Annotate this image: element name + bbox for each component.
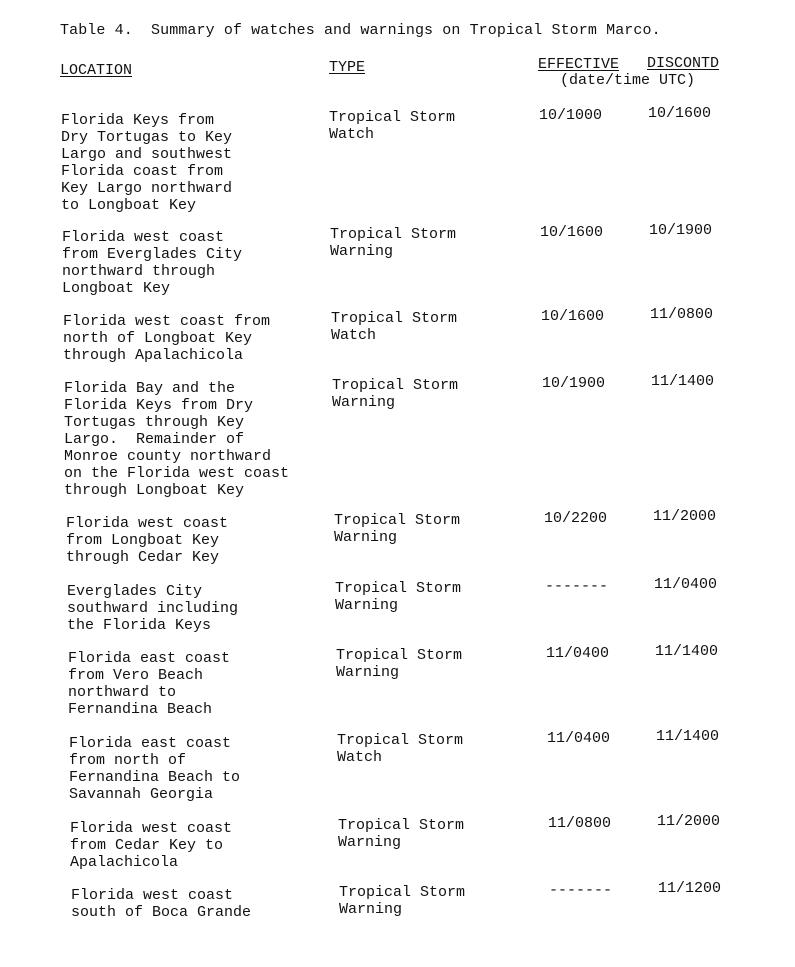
row-type: Tropical Storm Warning	[336, 647, 463, 681]
row-effective: 10/1900	[542, 375, 606, 392]
row-location: Florida west coast from north of Longboat Key through Apalachicola	[63, 313, 271, 364]
row-location: Florida east coast from Vero Beach northward to Fernandina Beach	[68, 650, 231, 718]
header-location: LOCATION	[60, 62, 133, 79]
row-location: Florida west coast from Cedar Key to Apalachicola	[70, 820, 233, 871]
table-row	[71, 880, 771, 967]
header-effective: EFFECTIVE	[538, 56, 620, 73]
row-location: Florida Bay and the Florida Keys from Dry Tortugas through Key Largo. Remainder of Monroe county northward on the Florida west coast through Longboat Key	[64, 380, 290, 499]
row-discontinued: 11/0400	[654, 576, 718, 593]
row-location: Everglades City southward including the Florida Keys	[67, 583, 239, 634]
row-effective: -------	[545, 578, 609, 595]
header-type: TYPE	[329, 59, 366, 76]
row-type: Tropical Storm Watch	[337, 732, 464, 766]
table-title: Table 4. Summary of watches and warnings on Tropical Storm Marco.	[60, 22, 661, 39]
table-row	[69, 728, 769, 815]
row-effective: 11/0800	[548, 815, 612, 832]
table-row	[68, 643, 768, 730]
row-type: Tropical Storm Warning	[338, 817, 465, 851]
row-type: Tropical Storm Warning	[334, 512, 461, 546]
table-row	[61, 105, 761, 214]
row-discontinued: 10/1600	[648, 105, 712, 122]
header-discontinued: DISCONTD	[647, 55, 720, 72]
row-effective: 10/1600	[541, 308, 605, 325]
row-location: Florida west coast from Everglades City northward through Longboat Key	[62, 229, 243, 297]
row-location: Florida west coast from Longboat Key through Cedar Key	[66, 515, 229, 566]
header-units: (date/time UTC)	[560, 72, 696, 89]
row-effective: -------	[549, 882, 613, 899]
row-location: Florida Keys from Dry Tortugas to Key Largo and southwest Florida coast from Key Largo northward to Longboat Key	[61, 112, 233, 214]
row-discontinued: 11/2000	[653, 508, 717, 525]
row-discontinued: 10/1900	[649, 222, 713, 239]
row-type: Tropical Storm Warning	[332, 377, 459, 411]
row-effective: 10/1600	[540, 224, 604, 241]
row-type: Tropical Storm Warning	[339, 884, 466, 918]
row-type: Tropical Storm Warning	[330, 226, 457, 260]
row-discontinued: 11/1400	[656, 728, 720, 745]
row-effective: 11/0400	[546, 645, 610, 662]
row-discontinued: 11/0800	[650, 306, 714, 323]
row-effective: 10/2200	[544, 510, 608, 527]
table-row	[64, 373, 764, 499]
row-effective: 11/0400	[547, 730, 611, 747]
row-type: Tropical Storm Warning	[335, 580, 462, 614]
row-effective: 10/1000	[539, 107, 603, 124]
row-discontinued: 11/1400	[651, 373, 715, 390]
row-discontinued: 11/2000	[657, 813, 721, 830]
row-discontinued: 11/1400	[655, 643, 719, 660]
row-discontinued: 11/1200	[658, 880, 722, 897]
row-location: Florida west coast south of Boca Grande	[71, 887, 252, 921]
row-type: Tropical Storm Watch	[331, 310, 458, 344]
table-row	[62, 222, 762, 309]
row-location: Florida east coast from north of Fernandina Beach to Savannah Georgia	[69, 735, 241, 803]
row-type: Tropical Storm Watch	[329, 109, 456, 143]
